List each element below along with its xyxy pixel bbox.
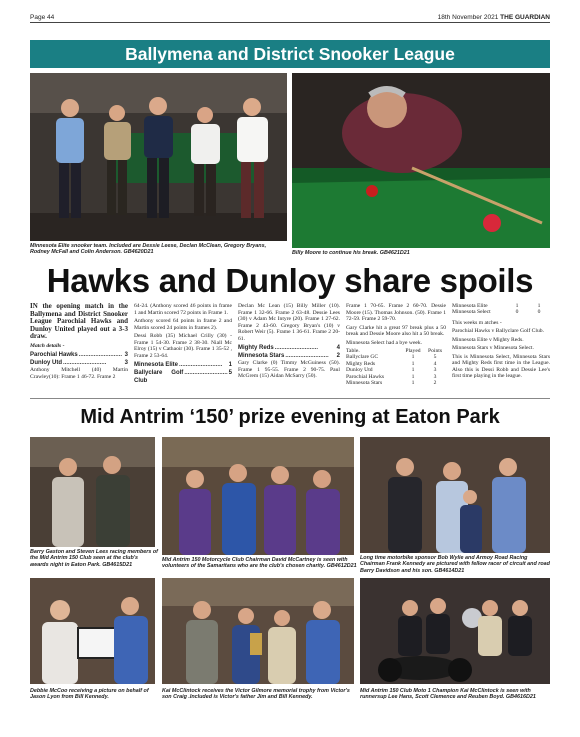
section-divider — [30, 398, 550, 399]
team-photo — [30, 73, 287, 241]
table-row: Minnesota Stars 1 2 — [346, 380, 437, 387]
article-paragraph: Declan Mc Lean (15) Billy Miller (10). Frame 1 32-66. Frame 2 63-48. Dessie Lees (30) v Adam Mc Intyre (20). Frame 1 27-62. Frame 2 43-60. Gregory Bryan's (10) v Robert Weir (5). Frame 1 36-61. Frame 2 20-61. — [238, 303, 340, 342]
gaston-lees-photo — [30, 437, 155, 547]
result-line: Minnesota Stars .......................... 2 — [238, 353, 340, 359]
issue-date: 18th November 2021 THE GUARDIAN — [437, 14, 550, 21]
team-photo-illustration — [30, 73, 287, 241]
result-line: Minnesota Elite .......................... 1 — [134, 362, 232, 368]
fixtures-label: This weeks m atches - — [452, 319, 502, 326]
article-column-2 — [134, 303, 232, 385]
result-line: Parochial Hawks .......................... 3 — [30, 352, 128, 359]
wylie-kennedy-caption: Long time motorbike sponsor Bob Wylie and Armoy Road Racing Chairman Frank Kennedy are pictured with fellow racer of circuit and road Barry Davidson and his son. GB4614D21 — [360, 555, 550, 574]
table-row: Dunloy Utd 1 3 — [346, 367, 437, 374]
header-rule — [30, 22, 550, 23]
page-header — [30, 10, 550, 26]
moto1-champion-illustration — [360, 578, 550, 684]
mcclintock-trophy-photo — [162, 578, 354, 684]
page-number: Page 44 — [30, 14, 55, 21]
fixture: Parochial Hawks v Ballyclare Golf Club. — [452, 328, 544, 335]
article-paragraph: Minnesota Select had a bye week. — [346, 339, 423, 346]
team-photo-caption: Minnesota Elite snooker team. Included are Dessie Leese, Declan McClean, Gregory Bryans, Rodney McFall and Colin Anderson. GB4620D21 — [30, 243, 267, 256]
article-paragraph: Frame 1 70-65. Frame 2 60-70. Dessie Moore (15). Thomas Johnson. (50). Frame 1 72-59. Frame 2 59-70. — [346, 303, 446, 322]
gaston-lees-caption: Barry Gaston and Steven Lees racing members of the Mid Antrim 150 Club seen at the club's awards night in Eaton Park. GB4615D21 — [30, 549, 158, 568]
fixture: Minnesota Elite v Mighty Reds. — [452, 336, 524, 343]
article-column-3 — [238, 303, 340, 382]
samaritans-caption: Mid Antrim 150 Motorcycle Club Chairman David McCartney is seen with volunteers of the Samaritans who are the club's chosen charity. GB4612D21 — [162, 557, 357, 570]
billy-moore-illustration — [292, 73, 550, 248]
fixture: Minnesota Stars v Minnesota Select. — [452, 345, 534, 352]
article-lead: IN the opening match in the Ballymena and District Snooker League Parochial Hawks and Dunloy United played out a 3-3 draw. — [30, 302, 128, 341]
samaritans-illustration — [162, 437, 354, 555]
section-banner: Ballymena and District Snooker League — [30, 40, 550, 68]
league-table-header: Table. Played Points — [346, 348, 442, 354]
article-paragraph: Anthony scored 64 points in frame 2 and Martin scored 24 points in frames 2). — [134, 318, 232, 331]
article-column-4 — [346, 303, 446, 386]
result-line: Ballyclare Golf Club .......................... 5 — [134, 370, 232, 384]
article-paragraph: This is Minnesota Select, Minnesota Stars and Mighty Reds first time in the League. Also this is Dessi Robb and Dessie Lee's first time playing in the league. — [452, 353, 550, 380]
article-column-5 — [452, 303, 550, 382]
article-paragraph: Anthony Mitchell (40) Martin Crawley(10): Frame 1 46-72. Frame 2 — [30, 367, 128, 380]
table-row: Ballyclare GC 1 5 — [346, 354, 437, 361]
article-body — [30, 303, 550, 395]
samaritans-photo — [162, 437, 354, 555]
table-row: Parochial Hawks 1 3 — [346, 373, 437, 380]
moto1-champion-caption: Mid Antrim 150 Club Moto 1 Champion Kai McClintock is seen with runnersup Lee Hans, Scott Clemence and Reuben Boyd. GB4616D21 — [360, 688, 536, 701]
gaston-lees-illustration — [30, 437, 155, 547]
mccoo-caption: Debbie McCoo receiving a picture on behalf of Jason Lyon from Bill Kennedy. — [30, 688, 149, 701]
mcclintock-trophy-illustration — [162, 578, 354, 684]
wylie-kennedy-photo — [360, 437, 550, 553]
billy-moore-caption: Billy Moore to continue his break. GB4621D21 — [292, 250, 410, 256]
mccoo-illustration — [30, 578, 155, 684]
article-paragraph: Gary Clarke hit a great 97 break plus a 50 break and Dessie Moore also hit a 50 break. — [346, 324, 446, 337]
article-headline: Hawks and Dunloy share spoils — [46, 262, 534, 299]
league-table-continued — [452, 303, 550, 316]
table-row: Mighty Reds 1 4 — [346, 360, 437, 367]
mcclintock-trophy-caption: Kai McClintock receives the Victor Gilmore memorial trophy from Victor's son Craig .Included is Victor's father Jim and Bill Kennedy. — [162, 688, 350, 701]
article-paragraph: Gary Clarke (0) Timmy McGuiness (50). Frame 1 95-55. Frame 2 90-75. Paul McGrem (15) Aidan McSarry (50). — [238, 360, 340, 379]
mccoo-photo — [30, 578, 155, 684]
league-table — [346, 348, 446, 386]
wylie-kennedy-illustration — [360, 437, 550, 553]
result-line: Mighty Reds .......................... 4 — [238, 345, 340, 351]
section2-title: Mid Antrim ‘150’ prize evening at Eaton Park — [80, 406, 500, 428]
article-paragraph: Dessi Robb (35) Michael Crilly (30) - Frame 1 54-30. Frame 2 38-30. Niall Mc Elroy (15) v Cathaoir (30). Frame 1 35-52 , Frame 2 53-64. — [134, 333, 232, 359]
moto1-champion-photo — [360, 578, 550, 684]
article-column-1 — [30, 303, 128, 382]
table-row: Minnesota Elite 1 1 — [452, 303, 541, 309]
billy-moore-photo — [292, 73, 550, 248]
match-details-label: Match details - — [30, 342, 65, 349]
table-row: Minnesota Select 0 0 — [452, 309, 541, 316]
article-paragraph: 64-24. (Anthony scored 46 points in frame 1 and Martin scored 72 points in Frame 1. — [134, 303, 232, 316]
result-line: Dunloy Utd .......................... 3 — [30, 360, 128, 367]
